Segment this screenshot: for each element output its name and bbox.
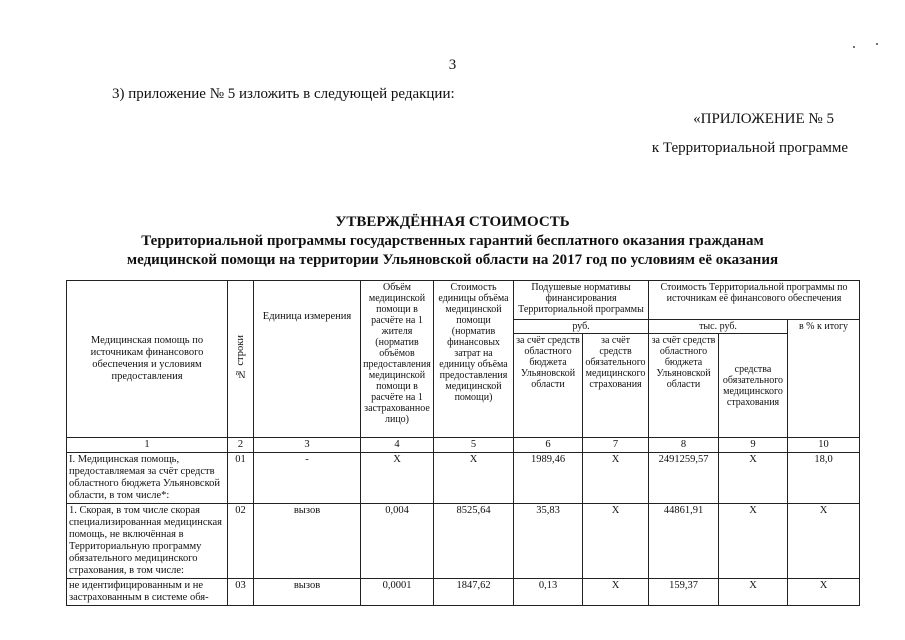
row-cost-budget: 2491259,57 [649, 453, 719, 504]
row-norm-budget: 0,13 [514, 579, 583, 606]
row-unit: вызов [254, 504, 361, 579]
row-cost-budget: 159,37 [649, 579, 719, 606]
col-number-cell: 5 [434, 438, 514, 453]
header-col-cost-oms: средства обязательного медицинского страхования [719, 334, 788, 438]
annex-title: «ПРИЛОЖЕНИЕ № 5 [693, 111, 834, 127]
header-col-norm-oms: за счёт средств обязательного медицинского страхования [583, 334, 649, 438]
row-percent: X [788, 504, 860, 579]
header-group-program-cost: Стоимость Территориальной программы по источникам её финансового обеспечения [649, 281, 860, 320]
scan-speck [853, 46, 855, 48]
row-norm-budget: 35,83 [514, 504, 583, 579]
col-number-cell: 7 [583, 438, 649, 453]
col-number-cell: 4 [361, 438, 434, 453]
row-norm-oms: X [583, 453, 649, 504]
annex-subtitle: к Территориальной программе [651, 140, 848, 156]
col-number-cell: 9 [719, 438, 788, 453]
document-subtitle-line-2: медицинской помощи на территории Ульяновской области на 2017 год по условиям её оказания [126, 252, 779, 268]
cost-table [66, 280, 860, 606]
document-subtitle-line-1: Территориальной программы государственных гарантий бесплатного оказания гражданам [141, 233, 764, 249]
table-row [67, 579, 860, 606]
header-col-unit-cost: Стоимость единицы объёма медицинской помощи (норматив финансовых затрат на единицу объёма предоставления медицинской помощи) [434, 281, 514, 438]
header-col-unit: Единица измерения [254, 281, 361, 438]
table-row [67, 504, 860, 579]
header-col-line-number: № строки [228, 281, 254, 438]
header-unit-rub: руб. [514, 320, 649, 334]
scan-speck [876, 43, 878, 45]
row-volume: 0,004 [361, 504, 434, 579]
row-norm-budget: 1989,46 [514, 453, 583, 504]
row-volume: X [361, 453, 434, 504]
document-title: УТВЕРЖДЁННАЯ СТОИМОСТЬ [335, 214, 570, 230]
row-norm-oms: X [583, 504, 649, 579]
header-group-per-capita-norms: Подушевые нормативы финансирования Территориальной программы [514, 281, 649, 320]
row-cost-budget: 44861,91 [649, 504, 719, 579]
row-percent: X [788, 579, 860, 606]
row-line-number: 02 [228, 504, 254, 579]
row-cost-oms: X [719, 453, 788, 504]
row-norm-oms: X [583, 579, 649, 606]
row-label: 1. Скорая, в том числе скорая специализированная медицинская помощь, не включённая в Территориальную программу обязательного медицинского страхования, в том числе: [67, 504, 228, 579]
row-cost-oms: X [719, 504, 788, 579]
col-number-cell: 6 [514, 438, 583, 453]
row-percent: 18,0 [788, 453, 860, 504]
col-number-cell: 1 [67, 438, 228, 453]
row-unit-cost: X [434, 453, 514, 504]
row-line-number: 03 [228, 579, 254, 606]
row-label: I. Медицинская помощь, предоставляемая за счёт средств областного бюджета Ульяновской области, в том числе*: [67, 453, 228, 504]
row-line-number: 01 [228, 453, 254, 504]
page-number: 3 [448, 57, 457, 73]
amendment-intro: 3) приложение № 5 изложить в следующей редакции: [112, 86, 455, 102]
row-unit: - [254, 453, 361, 504]
table-row [67, 453, 860, 504]
row-label: не идентифицированным и не застрахованным в системе обя- [67, 579, 228, 606]
header-col-norm-budget: за счёт средств областного бюджета Ульяновской области [514, 334, 583, 438]
row-volume: 0,0001 [361, 579, 434, 606]
header-col-volume: Объём медицинской помощи в расчёте на 1 жителя (норматив объёмов предоставления медицинской помощи в расчёте на 1 застрахованное лицо) [361, 281, 434, 438]
col-number-cell: 3 [254, 438, 361, 453]
col-number-cell: 10 [788, 438, 860, 453]
header-col-service: Медицинская помощь по источникам финансового обеспечения и условиям предоставления [67, 281, 228, 438]
header-unit-thousand-rub: тыс. руб. [649, 320, 788, 334]
row-unit: вызов [254, 579, 361, 606]
header-col-cost-budget: за счёт средств областного бюджета Ульяновской области [649, 334, 719, 438]
col-number-cell: 8 [649, 438, 719, 453]
col-number-cell: 2 [228, 438, 254, 453]
header-col-percent: в % к итогу [788, 320, 860, 438]
row-cost-oms: X [719, 579, 788, 606]
row-unit-cost: 8525,64 [434, 504, 514, 579]
row-unit-cost: 1847,62 [434, 579, 514, 606]
